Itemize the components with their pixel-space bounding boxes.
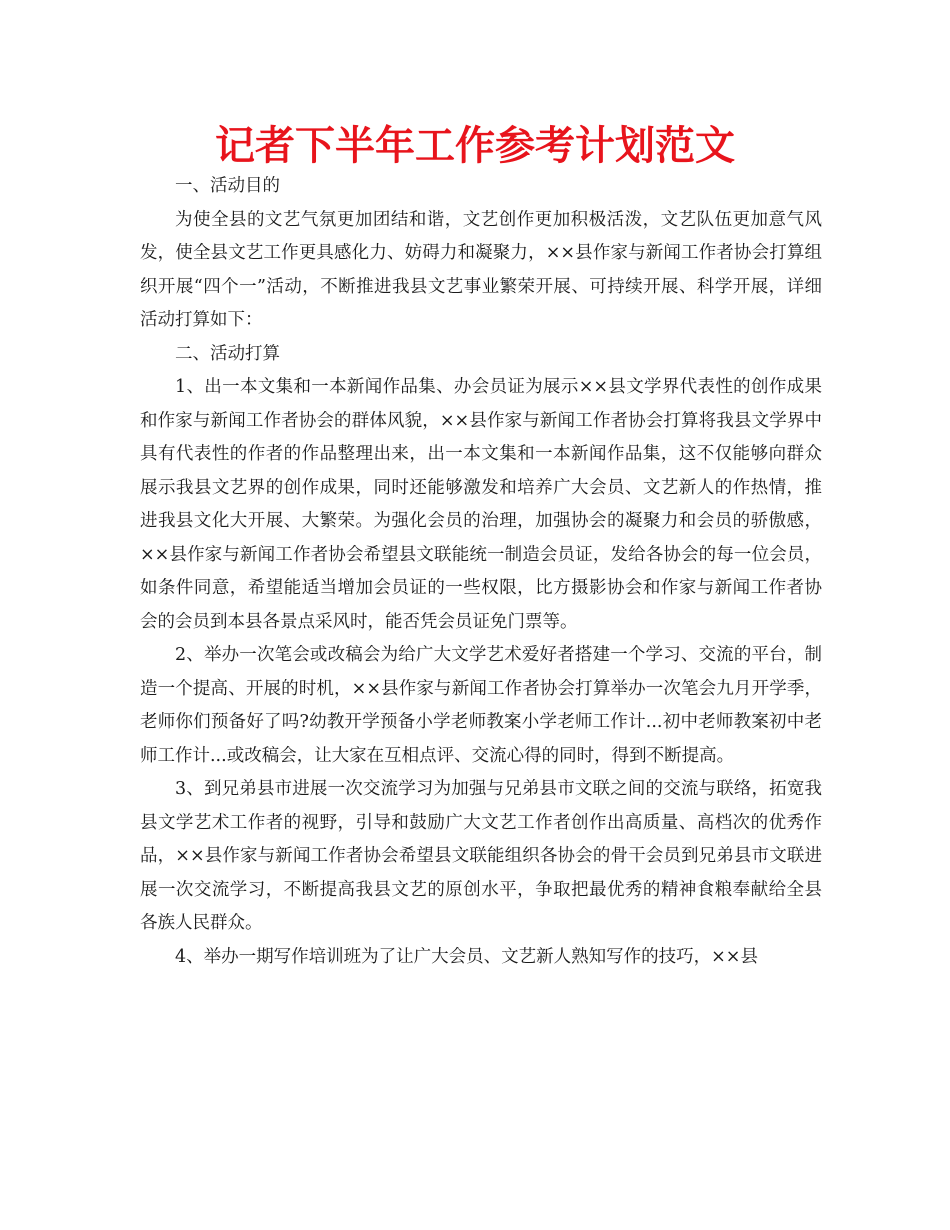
document-title: 记者下半年工作参考计划范文 bbox=[215, 123, 735, 169]
section-heading-purpose: 一、活动目的 bbox=[175, 176, 280, 196]
paragraph-plan-item-2: 2、举办一次笔会或改稿会为给广大文学艺术爱好者搭建一个学习、交流的平台，制造一个提高、开展的时机，××县作家与新闻工作者协会打算举办一次笔会九月开学季，老师你们预备好了吗?幼教开学预备小学老师教案小学老师工作计...初中老师教案初中老师工作计...或改稿会，让大家在互相点评、交流心得的同时，得到不断提高。 bbox=[140, 645, 822, 766]
paragraph-plan-item-3: 3、到兄弟县市进展一次交流学习为加强与兄弟县市文联之间的交流与联络，拓宽我县文学艺术工作者的视野，引导和鼓励广大文艺工作者创作出高质量、高档次的优秀作品，××县作家与新闻工作者协会希望县文联能组织各协会的骨干会员到兄弟县市文联进展一次交流学习，不断提高我县文艺的原创水平，争取把最优秀的精神食粮奉献给全县各族人民群众。 bbox=[140, 779, 822, 933]
document-body bbox=[140, 170, 822, 974]
paragraph-plan-item-4: 4、举办一期写作培训班为了让广大会员、文艺新人熟知写作的技巧，××县 bbox=[175, 946, 758, 967]
section-heading-plan: 二、活动打算 bbox=[175, 343, 280, 364]
paragraph-purpose: 为使全县的文艺气氛更加团结和谐，文艺创作更加积极活泼，文艺队伍更加意气风发，使全县文艺工作更具感化力、妨碍力和凝聚力，××县作家与新闻工作者协会打算组织开展“四个一”活动，不断推进我县文艺事业繁荣开展、可持续开展、科学开展，详细活动打算如下： bbox=[140, 209, 822, 330]
paragraph-plan-item-1: 1、出一本文集和一本新闻作品集、办会员证为展示××县文学界代表性的创作成果和作家与新闻工作者协会的群体风貌，××县作家与新闻工作者协会打算将我县文学界中具有代表性的作者的作品整理出来，出一本文集和一本新闻作品集，这不仅能够向群众展示我县文艺界的创作成果，同时还能够激发和培养广大会员、文艺新人的作热情，推进我县文化大开展、大繁荣。为强化会员的治理，加强协会的凝聚力和会员的骄傲感，××县作家与新闻工作者协会希望县文联能统一制造会员证，发给各协会的每一位会员，如条件同意，希望能适当增加会员证的一些权限，比方摄影协会和作家与新闻工作者协会的会员到本县各景点采风时，能否凭会员证免门票等。 bbox=[140, 377, 822, 632]
